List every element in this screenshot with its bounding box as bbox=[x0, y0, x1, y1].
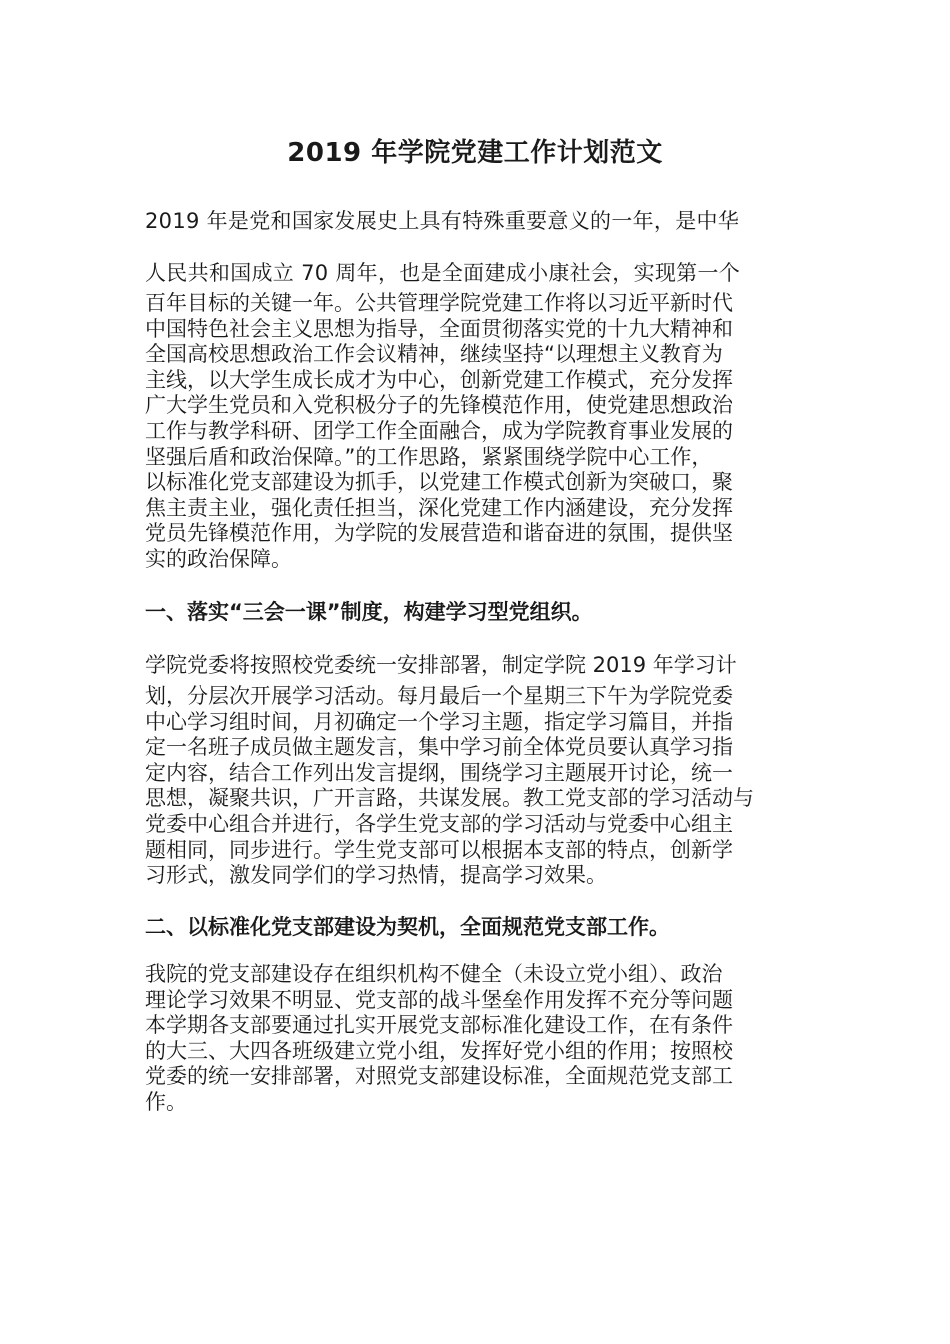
paragraph-line: 以标准化党支部建设为抓手，以党建工作模式创新为突破口，聚 bbox=[145, 470, 733, 495]
document-title: 2019 年学院党建工作计划范文 bbox=[287, 138, 663, 168]
paragraph-line: 定内容，结合工作列出发言提纲，围绕学习主题展开讨论，统一 bbox=[145, 760, 733, 785]
paragraph-line: 思想，凝聚共识，广开言路，共谋发展。教工党支部的学习活动与 bbox=[145, 786, 754, 811]
paragraph-line: 理论学习效果不明显、党支部的战斗堡垒作用发挥不充分等问题 bbox=[145, 987, 733, 1012]
paragraph-line: 的大三、大四各班级建立党小组，发挥好党小组的作用；按照校 bbox=[145, 1038, 733, 1063]
paragraph-line: 本学期各支部要通过扎实开展党支部标准化建设工作，在有条件 bbox=[145, 1013, 733, 1038]
section-1-paragraph bbox=[145, 684, 810, 889]
section-1-line-1: 学院党委将按照校党委统一安排部署，制定学院 2019 年学习计 bbox=[145, 653, 737, 677]
paragraph-line: 我院的党支部建设存在组织机构不健全（未设立党小组）、政治 bbox=[145, 962, 723, 986]
intro-line-2: 人民共和国成立 70 周年，也是全面建成小康社会，实现第一个 bbox=[145, 261, 741, 285]
paragraph-line: 广大学生党员和入党积极分子的先锋模范作用，使党建思想政治 bbox=[145, 393, 733, 418]
paragraph-line: 实的政治保障。 bbox=[145, 546, 292, 571]
paragraph-line: 主线，以大学生成长成才为中心，创新党建工作模式，充分发挥 bbox=[145, 367, 733, 392]
section-2-paragraph bbox=[145, 962, 810, 1116]
paragraph-line: 党委的统一安排部署，对照党支部建设标准，全面规范党支部工 bbox=[145, 1064, 733, 1089]
intro-paragraph bbox=[145, 291, 810, 573]
paragraph-line: 作。 bbox=[145, 1089, 187, 1114]
paragraph-line: 定一名班子成员做主题发言，集中学习前全体党员要认真学习指 bbox=[145, 735, 733, 760]
paragraph-line: 党员先锋模范作用，为学院的发展营造和谐奋进的氛围，提供坚 bbox=[145, 521, 733, 546]
paragraph-line: 工作与教学科研、团学工作全面融合，成为学院教育事业发展的 bbox=[145, 418, 733, 443]
paragraph-line: 坚强后盾和政治保障。”的工作思路，紧紧围绕学院中心工作， bbox=[145, 444, 713, 469]
paragraph-line: 焦主责主业，强化责任担当，深化党建工作内涵建设，充分发挥 bbox=[145, 495, 733, 520]
paragraph-line: 题相同，同步进行。学生党支部可以根据本支部的特点，创新学 bbox=[145, 837, 733, 862]
section-1-heading: 一、落实“三会一课”制度，构建学习型党组织。 bbox=[145, 600, 593, 624]
paragraph-line: 全国高校思想政治工作会议精神，继续坚持“以理想主义教育为 bbox=[145, 342, 723, 367]
paragraph-line: 习形式，激发同学们的学习热情，提高学习效果。 bbox=[145, 863, 607, 888]
paragraph-line: 百年目标的关键一年。公共管理学院党建工作将以习近平新时代 bbox=[145, 291, 733, 315]
section-2-heading: 二、以标准化党支部建设为契机，全面规范党支部工作。 bbox=[145, 915, 670, 939]
paragraph-line: 划，分层次开展学习活动。每月最后一个星期三下午为学院党委 bbox=[145, 684, 733, 708]
paragraph-line: 党委中心组合并进行，各学生党支部的学习活动与党委中心组主 bbox=[145, 811, 733, 836]
intro-line-1: 2019 年是党和国家发展史上具有特殊重要意义的一年，是中华 bbox=[145, 209, 740, 233]
paragraph-line: 中心学习组时间，月初确定一个学习主题，指定学习篇目，并指 bbox=[145, 709, 733, 734]
paragraph-line: 中国特色社会主义思想为指导，全面贯彻落实党的十九大精神和 bbox=[145, 316, 733, 341]
